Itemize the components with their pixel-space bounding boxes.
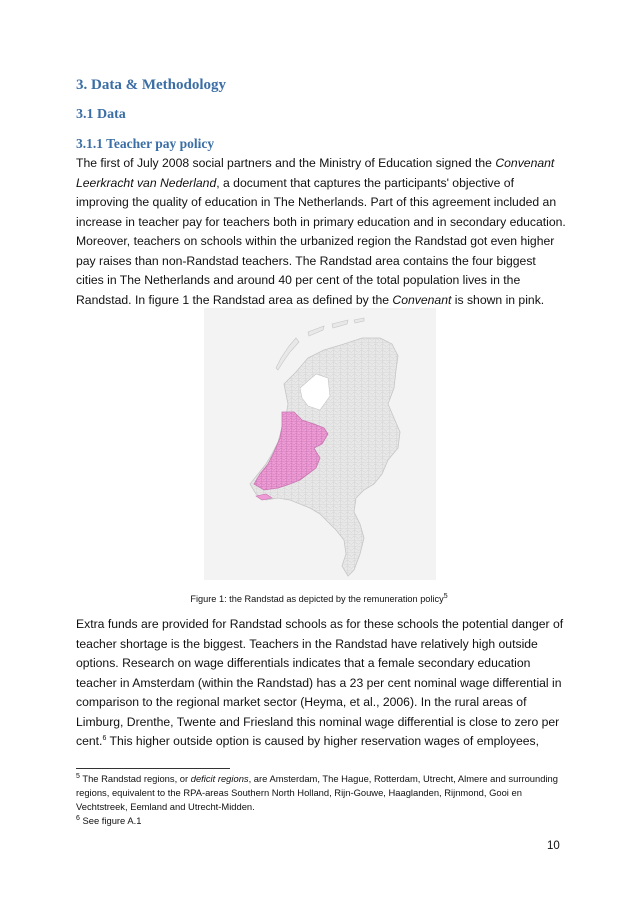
subsubsection-heading: 3.1.1 Teacher pay policy: [76, 136, 215, 151]
paragraph-teacher-pay: The first of July 2008 social partners and the Ministry of Education signed the Convenant Leerkracht van Nederland, a document that captures the participants' objective of improving the quality of education in The Netherlands. Part of this agreement included an increase in teacher pay for teachers both in primary education and in secondary education. Moreover, teachers on schools within the urbanized region the Randstad got even higher pay raises than non-Randstad teachers. The Randstad area contains the four biggest cities in The Netherlands and around 40 per cent of the total population lives in the Randstad. In figure 1 the Randstad area as defined by the Convenant is shown in pink.: [76, 156, 566, 307]
figure-map: [204, 308, 436, 580]
paragraph-extra-funds: Extra funds are provided for Randstad schools as for these schools the potential danger of teacher shortage is the biggest. Teachers in the Randstad have relatively high outside options. Research on wage differentials indicates that a female secondary education teacher in Amsterdam (within the Randstad) has a 23 per cent nominal wage differential in comparison to the regional market sector (Heyma, et al., 2006). In the rural areas of Limburg, Drenthe, Twente and Friesland this nominal wage differential is close to zero per cent.$^6$ This higher outside option is caused by higher reservation wages of employees,: [76, 617, 564, 748]
footnote-ref-5: 5: [443, 592, 448, 600]
footnote-ref-6: 6: [102, 734, 107, 742]
subsection-heading: 3.1 Data: [76, 107, 126, 122]
page-number: 10: [547, 840, 560, 852]
convenant-title: Convenant Leerkracht van Nederland: [76, 156, 555, 190]
footnote-separator: [76, 768, 230, 769]
footnote-6: $^6$ See figure A.1: [76, 814, 142, 826]
netherlands-map: [204, 308, 436, 580]
section-heading: 3. Data & Methodology: [76, 77, 226, 93]
convenant-term: Convenant: [392, 292, 452, 307]
figure-caption: Figure 1: the Randstad as depicted by the remuneration policy$^5$: [190, 592, 448, 604]
footnote-5: $^5$ The Randstad regions, or deficit regions, are Amsterdam, The Hague, Rotterdam, Utrecht, Almere and surrounding regions, equivalent to the RPA-areas Southern North Holland, Rijn-Gouwe, Haaglanden, Rijnmond, Gooi en Vechtstreek, Eemland and Utrecht-Midden.: [76, 772, 558, 812]
